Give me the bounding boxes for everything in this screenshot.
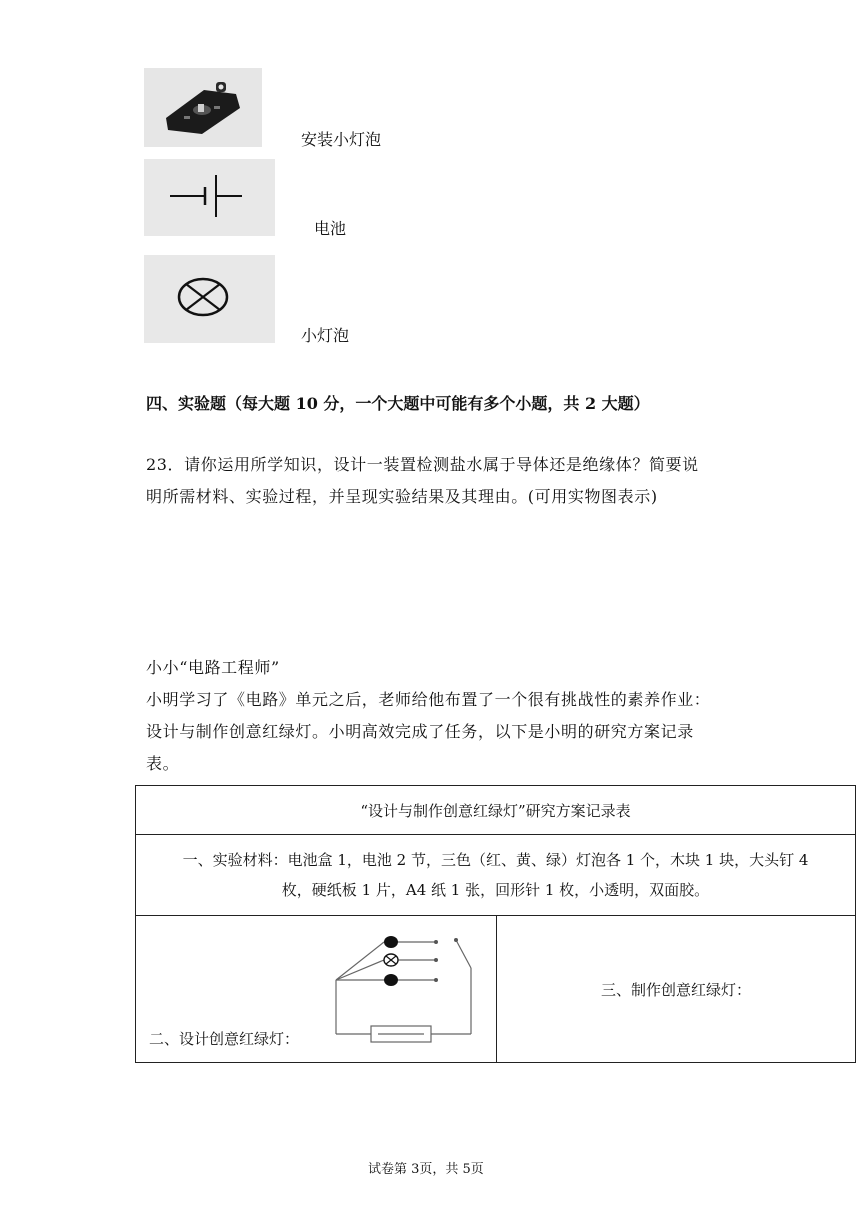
materials-line2: 枚，硬纸板 1 片，A4 纸 1 张，回形针 1 枚，小透明，双面胶。 (281, 881, 710, 899)
battery-label: 电池 (314, 219, 347, 238)
lamp-holder-label: 安装小灯泡 (301, 130, 382, 149)
question-24-intro (146, 652, 710, 780)
battery-symbol-photo (144, 159, 275, 236)
record-table (135, 785, 856, 1063)
record-table-title-text: “设计与制作创意红绿灯”研究方案记录表 (360, 801, 631, 820)
bulb-label: 小灯泡 (301, 326, 350, 345)
question-24-line1: 小明学习了《电路》单元之后，老师给他布置了一个很有挑战性的素养作业： (146, 690, 711, 709)
question-24-title: 小小“电路工程师” (146, 658, 280, 677)
question-23-line1: 23．请你运用所学知识，设计一装置检测盐水属于导体还是绝缘体？简要说 (146, 455, 699, 474)
design-label: 二、设计创意红绿灯： (149, 1030, 300, 1048)
page-footer: 试卷第 3页，共 5页 (368, 1162, 484, 1177)
question-23 (146, 450, 699, 512)
battery-symbol-icon (144, 159, 275, 236)
question-23-line2: 明所需材料、实验过程，并呈现实验结果及其理由。(可用实物图表示) (146, 487, 658, 506)
materials-line1: 一、实验材料：电池盒 1，电池 2 节，三色（红、黄、绿）灯泡各 1 个，木块 1 块，大头钉 4 (182, 851, 809, 869)
lamp-holder-photo (144, 68, 262, 147)
circuit-diagram-icon (326, 922, 486, 1046)
bulb-symbol-icon (144, 255, 275, 343)
make-cell (497, 916, 856, 1063)
make-label: 三、制作创意红绿灯： (600, 980, 751, 999)
materials-cell (136, 835, 856, 916)
question-24-line2: 设计与制作创意红绿灯。小明高效完成了任务，以下是小明的研究方案记录 (146, 722, 694, 741)
question-24-line3: 表。 (146, 754, 180, 773)
record-table-title (136, 786, 856, 835)
lamp-holder-icon (144, 68, 262, 147)
bulb-symbol-photo (144, 255, 275, 343)
section-heading: 四、实验题（每大题 10 分，一个大题中可能有多个小题，共 2 大题） (146, 394, 650, 413)
design-cell (136, 916, 497, 1063)
